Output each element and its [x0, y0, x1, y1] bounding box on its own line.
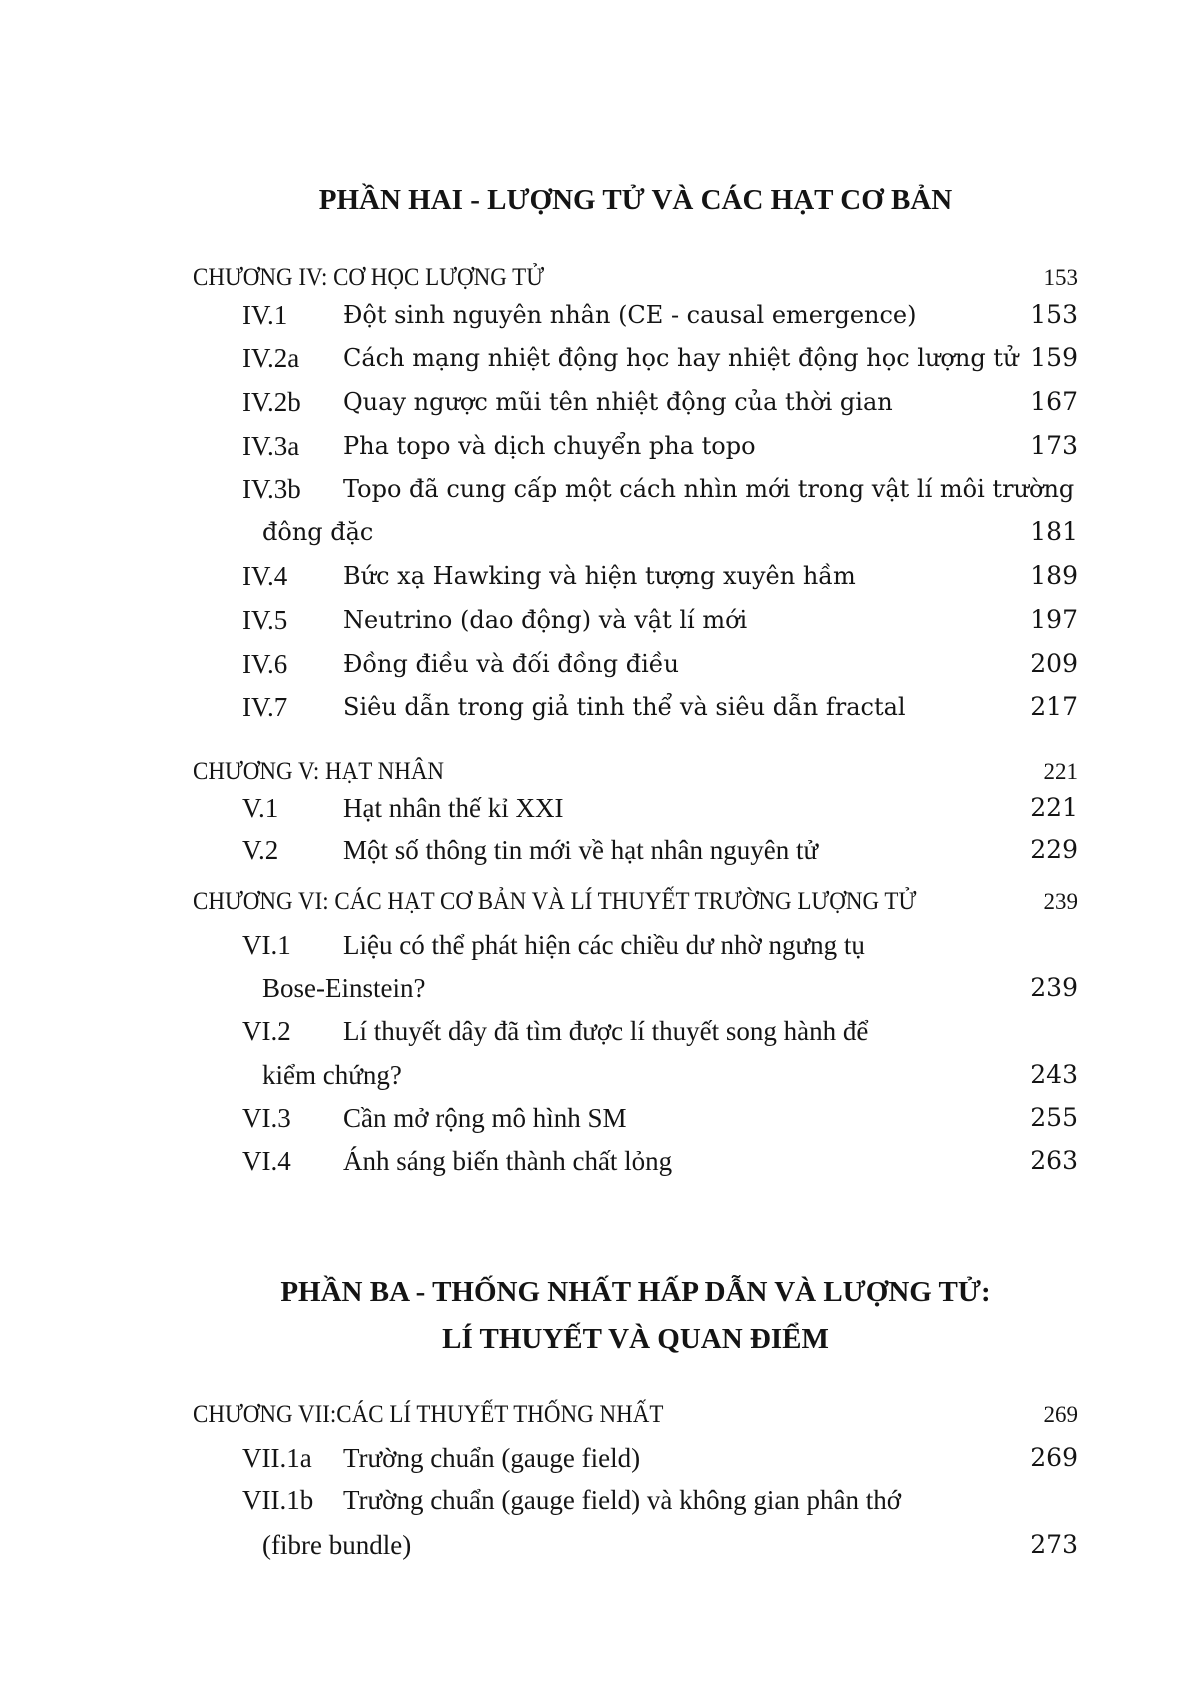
section-page-number: 269 — [1030, 1443, 1078, 1472]
section-title: Trường chuẩn (gauge field) và không gian phân thớ — [343, 1485, 902, 1515]
toc-section-row[interactable] — [0, 556, 1190, 596]
section-code: IV.3a — [242, 431, 300, 461]
section-title: Pha topo và dịch chuyển pha topo — [343, 432, 756, 460]
section-title: Cần mở rộng mô hình SM — [343, 1103, 627, 1133]
section-title: Đồng điều và đối đồng điều — [343, 650, 679, 678]
section-code: VII.1a — [242, 1443, 312, 1473]
toc-chapter-row[interactable] — [0, 258, 1190, 298]
section-page-number: 229 — [1030, 835, 1078, 864]
section-page-number: 217 — [1030, 692, 1078, 721]
section-title: Một số thông tin mới về hạt nhân nguyên tử — [343, 835, 819, 865]
section-title: Siêu dẫn trong giả tinh thể và siêu dẫn fractal — [343, 693, 906, 721]
toc-section-continuation-row[interactable] — [0, 512, 1190, 552]
toc-section-row[interactable] — [0, 426, 1190, 466]
toc-section-row[interactable] — [0, 295, 1190, 335]
section-title: Trường chuẩn (gauge field) — [343, 1443, 641, 1473]
section-code: IV.3b — [242, 474, 301, 504]
toc-section-row[interactable] — [0, 600, 1190, 640]
part-heading-line-2: LÍ THUYẾT VÀ QUAN ĐIỂM — [442, 1323, 829, 1355]
toc-section-row[interactable] — [0, 644, 1190, 684]
section-code: IV.2a — [242, 343, 300, 373]
section-code: IV.5 — [242, 605, 288, 635]
section-code: VI.2 — [242, 1016, 291, 1046]
section-page-number: 255 — [1030, 1103, 1078, 1132]
section-title: Đột sinh nguyên nhân (CE - causal emergence) — [343, 301, 917, 329]
section-page-number: 159 — [1030, 343, 1078, 372]
section-page-number: 173 — [1030, 431, 1078, 460]
section-code: IV.6 — [242, 649, 288, 679]
toc-section-row[interactable] — [0, 1098, 1190, 1138]
section-code: IV.2b — [242, 387, 301, 417]
part-heading-line-1: PHẦN BA - THỐNG NHẤT HẤP DẪN VÀ LƯỢNG TỬ: — [280, 1276, 991, 1308]
section-title: Hạt nhân thế kỉ XXI — [343, 793, 564, 823]
section-page-number: 209 — [1030, 649, 1078, 678]
section-title: Bức xạ Hawking và hiện tượng xuyên hầm — [343, 562, 856, 590]
section-page-number: 239 — [1030, 973, 1078, 1002]
section-page-number: 243 — [1030, 1060, 1078, 1089]
part-heading: PHẦN HAI - LƯỢNG TỬ VÀ CÁC HẠT CƠ BẢN — [318, 184, 953, 216]
section-page-number: 273 — [1030, 1530, 1078, 1559]
toc-chapter-row[interactable] — [0, 752, 1190, 792]
section-title-continuation: đông đặc — [262, 518, 374, 546]
section-code: VI.1 — [242, 930, 291, 960]
section-title-continuation: (fibre bundle) — [262, 1530, 412, 1560]
section-title: Topo đã cung cấp một cách nhìn mới trong vật lí môi trường — [343, 475, 1075, 503]
toc-section-row[interactable] — [0, 687, 1190, 727]
toc-chapter-row[interactable] — [0, 1395, 1190, 1435]
section-page-number: 197 — [1030, 605, 1078, 634]
chapter-page-number: 269 — [1043, 1402, 1078, 1427]
section-title: Quay ngược mũi tên nhiệt động của thời gian — [343, 388, 893, 416]
section-page-number: 263 — [1030, 1146, 1078, 1175]
section-code: VI.3 — [242, 1103, 291, 1133]
section-title: Ánh sáng biến thành chất lỏng — [343, 1146, 673, 1176]
toc-section-row[interactable] — [0, 469, 1190, 509]
toc-section-row[interactable] — [0, 830, 1190, 870]
chapter-title: CHƯƠNG IV: CƠ HỌC LƯỢNG TỬ — [193, 264, 545, 291]
chapter-page-number: 153 — [1043, 265, 1078, 290]
section-title: Lí thuyết dây đã tìm được lí thuyết song hành để — [343, 1016, 869, 1046]
section-page-number: 167 — [1030, 387, 1078, 416]
toc-section-continuation-row[interactable] — [0, 968, 1190, 1008]
chapter-page-number: 239 — [1043, 889, 1078, 914]
toc-section-row[interactable] — [0, 1011, 1190, 1051]
toc-section-row[interactable] — [0, 1438, 1190, 1478]
toc-section-continuation-row[interactable] — [0, 1525, 1190, 1565]
chapter-title: CHƯƠNG VII:CÁC LÍ THUYẾT THỐNG NHẤT — [193, 1401, 664, 1428]
section-code: V.2 — [242, 835, 279, 865]
toc-section-row[interactable] — [0, 788, 1190, 828]
chapter-title: CHƯƠNG V: HẠT NHÂN — [193, 758, 445, 785]
section-title: Neutrino (dao động) và vật lí mới — [343, 606, 748, 634]
section-page-number: 181 — [1030, 517, 1078, 546]
section-code: IV.1 — [242, 300, 288, 330]
toc-section-row[interactable] — [0, 382, 1190, 422]
section-title: Liệu có thể phát hiện các chiều dư nhờ ngưng tụ — [343, 930, 865, 960]
section-page-number: 153 — [1030, 300, 1078, 329]
toc-chapter-row[interactable] — [0, 882, 1190, 922]
section-title: Cách mạng nhiệt động học hay nhiệt động học lượng tử — [343, 344, 1019, 372]
section-page-number: 221 — [1030, 793, 1078, 822]
section-title-continuation: Bose-Einstein? — [262, 973, 426, 1003]
toc-section-row[interactable] — [0, 1141, 1190, 1181]
section-page-number: 189 — [1030, 561, 1078, 590]
toc-section-row[interactable] — [0, 1480, 1190, 1520]
toc-section-row[interactable] — [0, 338, 1190, 378]
section-code: VI.4 — [242, 1146, 291, 1176]
toc-section-continuation-row[interactable] — [0, 1055, 1190, 1095]
section-code: VII.1b — [242, 1485, 314, 1515]
toc-section-row[interactable] — [0, 925, 1190, 965]
section-code: IV.4 — [242, 561, 288, 591]
section-title-continuation: kiểm chứng? — [262, 1060, 402, 1090]
chapter-page-number: 221 — [1043, 759, 1078, 784]
chapter-title: CHƯƠNG VI: CÁC HẠT CƠ BẢN VÀ LÍ THUYẾT TRƯỜNG LƯỢNG TỬ — [193, 888, 917, 915]
section-code: IV.7 — [242, 692, 288, 722]
section-code: V.1 — [242, 793, 279, 823]
